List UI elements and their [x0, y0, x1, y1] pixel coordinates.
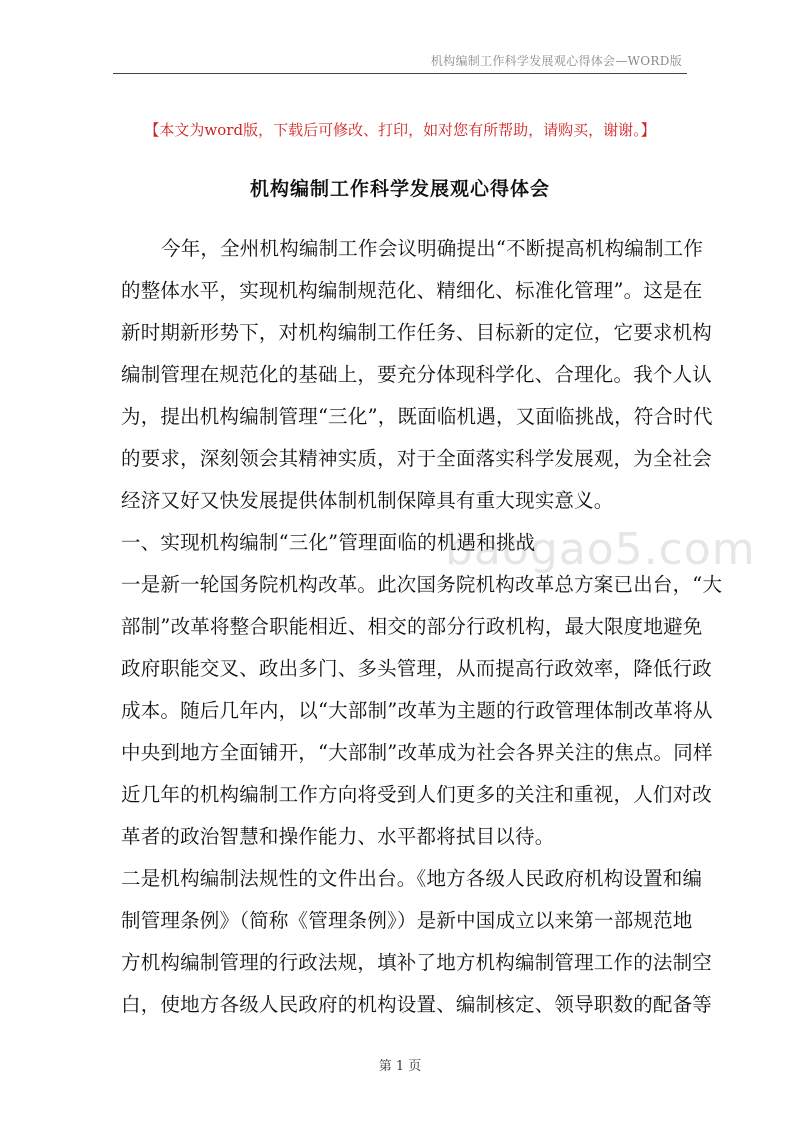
- paragraph-line: 经济又好又快发展提供体制机制保障具有重大现实意义。: [121, 489, 614, 512]
- purchase-notice: 【本文为word版，下载后可修改、打印，如对您有所帮助，请购买，谢谢。】: [144, 121, 656, 139]
- header-divider: [113, 73, 687, 74]
- paragraph-line: 方机构编制管理的行政法规，填补了地方机构编制管理工作的法制空: [121, 951, 713, 974]
- paragraph-line: 今年，全州机构编制工作会议明确提出“不断提高机构编制工作: [161, 237, 704, 260]
- paragraph-line: 制管理条例》（简称《管理条例》）是新中国成立以来第一部规范地: [121, 909, 693, 932]
- paragraph-line: 为，提出机构编制管理“三化”，既面临机遇，又面临挑战，符合时代: [121, 405, 713, 428]
- paragraph-line: 新时期新形势下，对机构编制工作任务、目标新的定位，它要求机构: [121, 321, 713, 344]
- section-heading: 一、实现机构编制“三化”管理面临的机遇和挑战: [121, 531, 536, 554]
- paragraph-line: 编制管理在规范化的基础上，要充分体现科学化、合理化。我个人认: [121, 363, 713, 386]
- paragraph-line: 政府职能交叉、政出多门、多头管理，从而提高行政效率，降低行政: [121, 657, 713, 680]
- paragraph-line: 的整体水平，实现机构编制规范化、精细化、标准化管理”。这是在: [121, 279, 703, 302]
- paragraph-line: 近几年的机构编制工作方向将受到人们更多的关注和重视，人们对改: [121, 783, 713, 806]
- page-number: 第 1 页: [378, 1059, 422, 1074]
- paragraph-line: 中央到地方全面铺开，“大部制”改革成为社会各界关注的焦点。同样: [121, 741, 713, 764]
- paragraph-line: 白，使地方各级人民政府的机构设置、编制核定、领导职数的配备等: [121, 993, 713, 1016]
- paragraph-line: 二是机构编制法规性的文件出台。《地方各级人民政府机构设置和编: [121, 867, 703, 890]
- watermark: baogao5.com: [445, 524, 756, 575]
- running-header: 机构编制工作科学发展观心得体会—WORD版: [430, 54, 682, 68]
- paragraph-line: 的要求，深刻领会其精神实质，对于全面落实科学发展观，为全社会: [121, 447, 713, 470]
- document-body: [121, 228, 723, 1026]
- document-title: 机构编制工作科学发展观心得体会: [249, 178, 550, 200]
- paragraph-line: 革者的政治智慧和操作能力、水平都将拭目以待。: [121, 825, 555, 848]
- paragraph-line: 成本。随后几年内，以“大部制”改革为主题的行政管理体制改革将从: [121, 699, 713, 722]
- paragraph-line: 部制”改革将整合职能相近、相交的部分行政机构，最大限度地避免: [121, 615, 703, 638]
- paragraph-line: 一是新一轮国务院机构改革。此次国务院机构改革总方案已出台，“大: [121, 573, 723, 596]
